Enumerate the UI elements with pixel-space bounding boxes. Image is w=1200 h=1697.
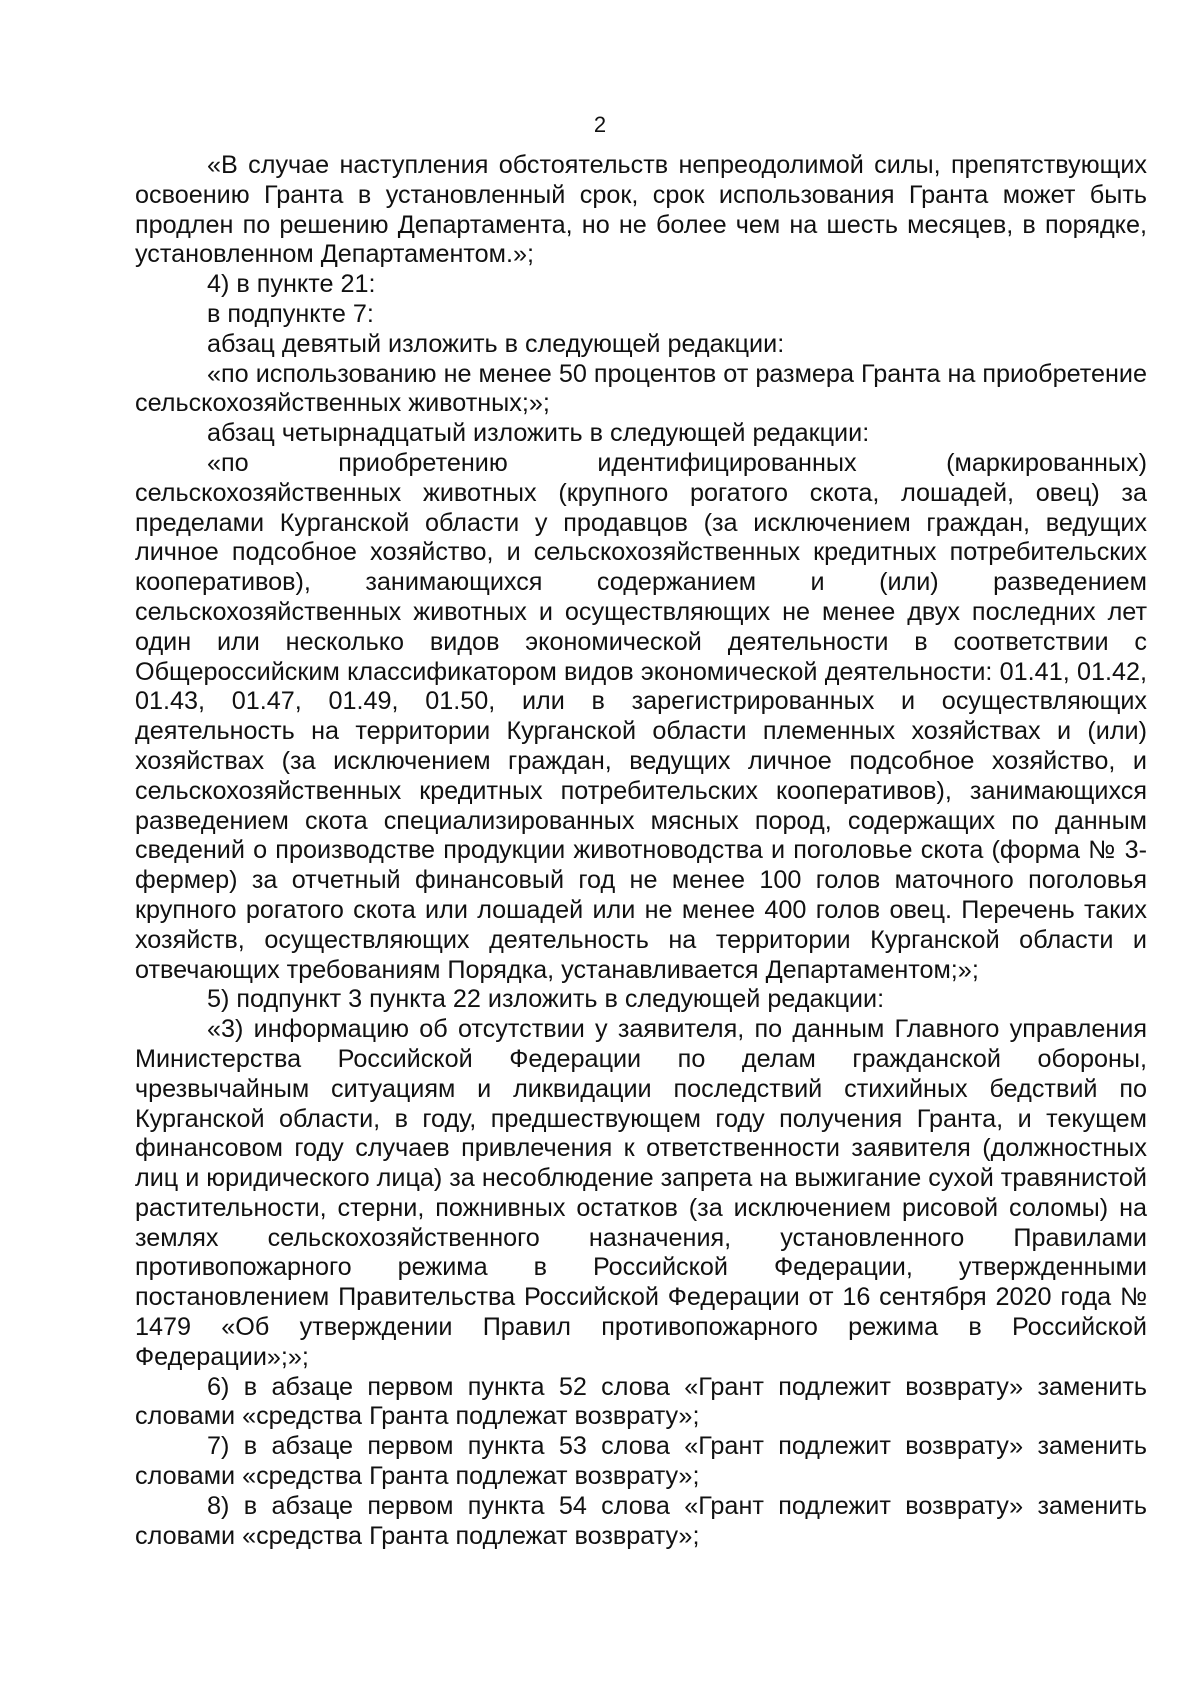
paragraph-subitem-3-text: «3) информацию об отсутствии у заявителя, по данным Главного управления Министерства Российской Федерации по делам гражданской обороны, чрезвычайным ситуациям и ликвидации последствий стихийных бедствий по Курганской области, в году, предшествующем году получения Гранта, и текущем финансовом году случаев привлечения к ответственности заявителя (должностных лиц и юридического лица) за несоблюдение запрета на выжигание сухой травянистой растительности, стерни, пожнивных остатков (за исключением рисовой соломы) на землях сельскохозяйственного назначения, установленного Правилами противопожарного режима в Российской Федерации, утвержденными постановлением Правительства Российской Федерации от 16 сентября 2020 года № 1479 «Об утверждении Правил противопожарного режима в Российской Федерации»;»; bbox=[135, 1015, 1147, 1371]
paragraph-item-4: 4) в пункте 21: bbox=[207, 270, 376, 299]
document-body bbox=[135, 151, 1147, 1551]
paragraph-item-6: 6) в абзаце первом пункта 52 слова «Грант подлежит возврату» заменить словами «средства Гранта подлежат возврату»; bbox=[135, 1372, 1147, 1431]
paragraph-item-5: 5) подпункт 3 пункта 22 изложить в следующей редакции: bbox=[207, 985, 885, 1014]
page-number: 2 bbox=[593, 112, 607, 137]
paragraph-fourteenth-abzac-heading: абзац четырнадцатый изложить в следующей редакции: bbox=[207, 419, 870, 448]
paragraph-item-7: 7) в абзаце первом пункта 53 слова «Грант подлежит возврату» заменить словами «средства Гранта подлежат возврату»; bbox=[135, 1432, 1147, 1491]
paragraph-force-majeure: «В случае наступления обстоятельств непреодолимой силы, препятствующих освоению Гранта в установленный срок, срок использования Гранта может быть продлен по решению Департамента, но не более чем на шесть месяцев, в порядке, установленном Департаментом.»; bbox=[135, 151, 1147, 269]
paragraph-item-8: 8) в абзаце первом пункта 54 слова «Грант подлежит возврату» заменить словами «средства Гранта подлежат возврату»; bbox=[135, 1491, 1147, 1550]
paragraph-fourteenth-abzac-text: «по приобретению идентифицированных (маркированных) сельскохозяйственных животных (крупного рогатого скота, лошадей, овец) за пределами Курганской области у продавцов (за исключением граждан, ведущих личное подсобное хозяйство, и сельскохозяйственных кредитных потребительских кооперативов), занимающихся содержанием и (или) разведением сельскохозяйственных животных и осуществляющих не менее двух последних лет один или несколько видов экономической деятельности в соответствии с Общероссийским классификатором видов экономической деятельности: 01.41, 01.42, 01.43, 01.47, 01.49, 01.50, или в зарегистрированных и осуществляющих деятельность на территории Курганской области племенных хозяйствах и (или) хозяйствах (за исключением граждан, ведущих личное подсобное хозяйство, и сельскохозяйственных кредитных потребительских кооперативов), занимающихся разведением скота специализированных мясных пород, содержащих по данным сведений о производстве продукции животноводства и поголовье скота (форма № 3-фермер) за отчетный финансовый год не менее 100 голов маточного поголовья крупного рогатого скота или лошадей или не менее 400 голов овец. Перечень таких хозяйств, осуществляющих деятельность на территории Курганской области и отвечающих требованиям Порядка, устанавливается Департаментом;»; bbox=[135, 448, 1147, 984]
paragraph-ninth-abzac-text: «по использованию не менее 50 процентов от размера Гранта на приобретение сельскохозяйственных животных;»; bbox=[135, 359, 1147, 418]
paragraph-subitem-7: в подпункте 7: bbox=[207, 299, 374, 328]
paragraph-ninth-abzac-heading: абзац девятый изложить в следующей редакции: bbox=[207, 329, 785, 358]
